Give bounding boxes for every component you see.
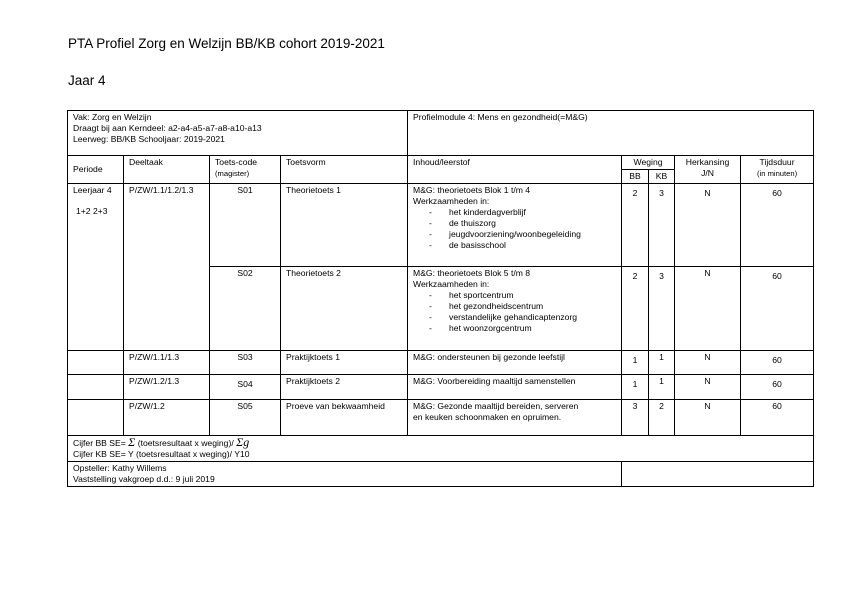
- col-toetscode: [210, 156, 281, 184]
- leerweg-label: Leerweg: BB/KB Schooljaar: 2019-2021: [73, 134, 225, 144]
- periode-cell: [68, 375, 124, 400]
- periode-periods: 1+2 2+3: [76, 206, 108, 216]
- cijfer-bb-prefix: Cijfer BB SE=: [73, 438, 126, 448]
- vorm-cell: Theorietoets 2: [281, 267, 408, 351]
- code-cell: S02: [210, 267, 281, 351]
- list-item: - de thuiszorg: [429, 218, 616, 229]
- list-item: - het woonzorgcentrum: [429, 323, 616, 334]
- werkzaamheden-list: [413, 290, 616, 334]
- code-cell: S01: [210, 184, 281, 267]
- list-item: - het gezondheidscentrum: [429, 301, 616, 312]
- deeltaak-cell: P/ZW/1.2: [124, 400, 210, 436]
- herkansing-cell: N: [675, 184, 741, 267]
- profielmodule-cell: [408, 111, 814, 156]
- list-item: - de basisschool: [429, 240, 616, 251]
- herkansing-cell: N: [675, 375, 741, 400]
- code-cell: S04: [210, 375, 281, 400]
- tijd-cell: 60: [741, 400, 814, 436]
- vaststelling-label: Vaststelling vakgroep d.d.: 9 juli 2019: [73, 474, 215, 484]
- deeltaak-cell: P/ZW/1.1/1.3: [124, 351, 210, 375]
- col-toetscode-sub: (magister): [215, 169, 250, 178]
- inhoud-cell: [408, 267, 622, 351]
- table-row: [68, 351, 814, 375]
- kerndeel-label: Draagt bij aan Kerndeel: a2-a4-a5-a7-a8-a10-a13: [73, 123, 262, 133]
- profielmodule-label: Profielmodule 4: Mens en gezondheid(=M&G): [413, 112, 588, 122]
- list-item: - het kinderdagverblijf: [429, 207, 616, 218]
- cijfer-kb-line: Cijfer KB SE= Y (toetsresultaat x weging)/ Y10: [73, 449, 250, 459]
- inhoud-cell: [408, 400, 622, 436]
- vorm-cell: Theorietoets 1: [281, 184, 408, 267]
- vorm-cell: Praktijktoets 2: [281, 375, 408, 400]
- page-title: PTA Profiel Zorg en Welzijn BB/KB cohort 2019-2021: [68, 36, 385, 51]
- vorm-cell: Praktijktoets 1: [281, 351, 408, 375]
- inhoud-line: Werkzaamheden in:: [413, 279, 490, 289]
- periode-cell: [68, 351, 124, 375]
- col-herkansing: [675, 156, 741, 184]
- col-tijdsduur-sub: (in minuten): [757, 169, 798, 178]
- tijd-cell: 60: [741, 267, 814, 351]
- herkansing-cell: N: [675, 400, 741, 436]
- col-bb: BB: [622, 170, 649, 184]
- list-item: - jeugdvoorziening/woonbegeleiding: [429, 229, 616, 240]
- bb-cell: 1: [622, 375, 649, 400]
- table-row: [68, 400, 814, 436]
- page-subtitle: Jaar 4: [68, 73, 106, 88]
- col-toetscode-label: Toets-code: [215, 157, 258, 167]
- table-row: [68, 375, 814, 400]
- col-inhoud: Inhoud/leerstof: [408, 156, 622, 184]
- deeltaak-cell: P/ZW/1.1/1.2/1.3: [124, 184, 210, 351]
- tijd-cell: 60: [741, 375, 814, 400]
- inhoud-line: Werkzaamheden in:: [413, 196, 490, 206]
- inhoud-line: M&G: theorietoets Blok 5 t/m 8: [413, 268, 531, 278]
- vak-info-cell: [68, 111, 408, 156]
- col-kb: KB: [649, 170, 675, 184]
- list-item: - verstandelijke gehandicaptenzorg: [429, 312, 616, 323]
- table-row: [68, 184, 814, 267]
- werkzaamheden-list: [413, 207, 616, 251]
- list-item: - het sportcentrum: [429, 290, 616, 301]
- formula-cell: [68, 436, 814, 462]
- cijfer-bb-line: [73, 437, 808, 449]
- kb-cell: 2: [649, 400, 675, 436]
- formula-row: [68, 436, 814, 462]
- kb-cell: 3: [649, 267, 675, 351]
- cijfer-bb-mid: (toetsresultaat x weging)/: [137, 438, 234, 448]
- bb-cell: 1: [622, 351, 649, 375]
- col-periode: Periode: [68, 156, 124, 184]
- inhoud-cell: [408, 184, 622, 267]
- sigma-g-symbol: Σg: [236, 435, 250, 449]
- bb-cell: 2: [622, 267, 649, 351]
- inhoud-cell: M&G: Voorbereiding maaltijd samenstellen: [408, 375, 622, 400]
- kb-cell: 3: [649, 184, 675, 267]
- opsteller-cell: [68, 462, 622, 487]
- opsteller-label: Opsteller: Kathy Willems: [73, 463, 167, 473]
- code-cell: S05: [210, 400, 281, 436]
- code-cell: S03: [210, 351, 281, 375]
- column-header-row: [68, 156, 814, 170]
- periode-leerjaar: Leerjaar 4: [73, 185, 112, 195]
- kb-cell: 1: [649, 351, 675, 375]
- bb-cell: 3: [622, 400, 649, 436]
- inhoud-line: M&G: theorietoets Blok 1 t/m 4: [413, 185, 531, 195]
- col-toetsvorm: Toetsvorm: [281, 156, 408, 184]
- herkansing-cell: N: [675, 351, 741, 375]
- footer-empty-cell: [622, 462, 814, 487]
- col-herkansing-label: Herkansing: [685, 157, 730, 167]
- kb-cell: 1: [649, 375, 675, 400]
- vorm-cell: Proeve van bekwaamheid: [281, 400, 408, 436]
- col-deeltaak: Deeltaak: [124, 156, 210, 184]
- header-block-row: [68, 111, 814, 156]
- deeltaak-cell: P/ZW/1.2/1.3: [124, 375, 210, 400]
- inhoud-cell: M&G: ondersteunen bij gezonde leefstijl: [408, 351, 622, 375]
- vak-label: Vak: Zorg en Welzijn: [73, 112, 152, 122]
- periode-cell: [68, 184, 124, 351]
- inhoud-line: M&G: Gezonde maaltijd bereiden, serveren: [413, 401, 579, 411]
- inhoud-line: en keuken schoonmaken en opruimen.: [413, 412, 562, 422]
- footer-row: [68, 462, 814, 487]
- periode-cell: [68, 400, 124, 436]
- bb-cell: 2: [622, 184, 649, 267]
- col-tijdsduur-label: Tijdsduur: [759, 157, 795, 167]
- tijd-cell: 60: [741, 351, 814, 375]
- col-weging: Weging: [622, 156, 675, 170]
- sigma-symbol: Σ: [128, 435, 136, 449]
- pta-table: [67, 110, 814, 487]
- col-tijdsduur: [741, 156, 814, 184]
- herkansing-cell: N: [675, 267, 741, 351]
- tijd-cell: 60: [741, 184, 814, 267]
- col-herkansing-sub: J/N: [701, 168, 714, 178]
